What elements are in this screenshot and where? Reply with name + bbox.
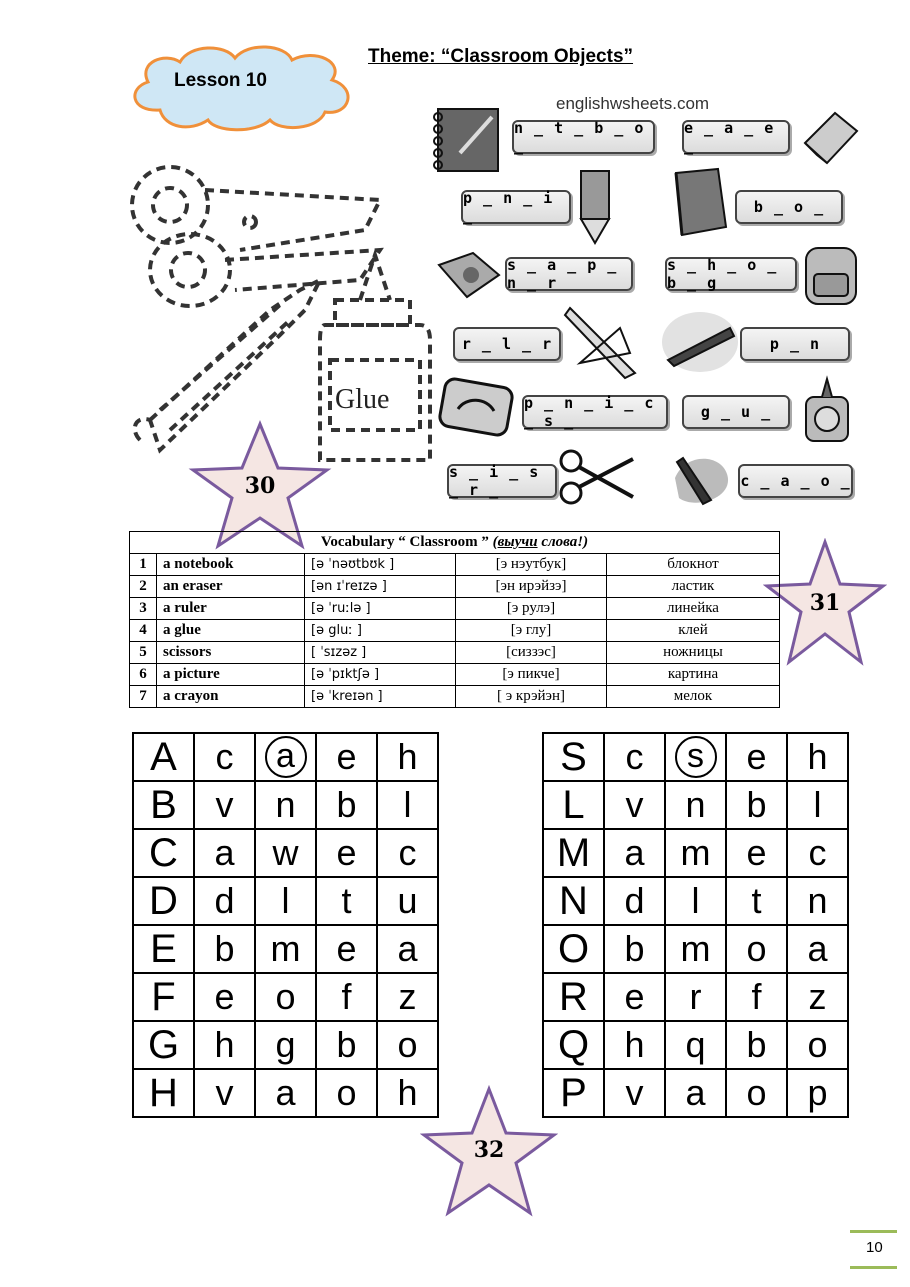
word-box-glue: g _ u _ [682,395,790,429]
letter: m [270,928,301,969]
letter: v [215,784,234,825]
page-number-rule-bottom [850,1266,897,1269]
grid-letter-cell[interactable] [377,973,438,1021]
grid-letter-cell[interactable] [604,829,665,877]
vocab-word: a crayon [157,686,305,708]
letter: n [807,880,828,921]
vocab-number: 3 [130,598,157,620]
grid-row [133,781,438,829]
letter: a [275,1072,296,1113]
letter: f [341,976,352,1017]
grid-letter-cell[interactable] [194,1069,255,1117]
grid-row [133,733,438,781]
letter: l [281,880,290,921]
grid-row [543,973,848,1021]
sharpener-picture [433,245,505,305]
vocab-cyrillic-reading: [э глу] [456,620,607,642]
grid-row [133,877,438,925]
star-number-32: 32 [473,1137,505,1163]
grid-letter-cell[interactable] [604,733,665,781]
letter: e [336,928,357,969]
vocab-translation: ластик [607,576,780,598]
star-number-31: 31 [809,590,841,616]
grid-letter-cell[interactable] [316,733,377,781]
letter: t [341,880,352,921]
letter: c [215,736,234,777]
grid-letter-cell[interactable] [665,877,726,925]
vocab-word: scissors [157,642,305,664]
letter: B [150,783,177,827]
letter: q [685,1024,706,1065]
vocab-number: 6 [130,664,157,686]
grid-row [543,1021,848,1069]
grid-letter-cell[interactable] [377,925,438,973]
grid-row [543,877,848,925]
letter: a [807,928,828,969]
vocab-word: a glue [157,620,305,642]
letter: a [624,832,645,873]
grid-letter-cell[interactable] [255,925,316,973]
letter: n [685,784,706,825]
grid-letter-cell[interactable] [194,781,255,829]
grid-row [543,925,848,973]
letter: e [624,976,645,1017]
vocab-row [130,598,780,620]
letter: t [751,880,762,921]
grid-target-letter [543,1021,604,1069]
schoolbag-picture [798,240,866,310]
letter: F [151,975,176,1019]
pencil-picture [575,165,615,245]
vocabulary-table [129,531,780,708]
vocab-word: a ruler [157,598,305,620]
letter: C [149,831,178,875]
word-box-eraser: e _ a _ e _ [682,120,790,154]
grid-target-letter [133,1021,194,1069]
vocab-word: a notebook [157,554,305,576]
vocab-transcription: [ə ˈruːlə ] [305,598,456,620]
grid-letter-cell[interactable] [316,829,377,877]
grid-letter-cell[interactable] [255,973,316,1021]
letter: e [336,832,357,873]
grid-letter-cell[interactable] [665,925,726,973]
grid-letter-cell[interactable] [726,829,787,877]
website: englishwsheets.com [556,94,710,113]
word-box-schoolbag: s _ h _ o _ b _ g [665,257,797,291]
letter: c [398,832,417,873]
grid-row [543,829,848,877]
letter: p [807,1072,828,1113]
grid-letter-cell[interactable] [316,1069,377,1117]
grid-row [543,1069,848,1117]
vocab-transcription: [ə ˈpɪktʃə ] [305,664,456,686]
grid-letter-cell[interactable] [787,733,848,781]
letter: S [560,735,587,779]
grid-letter-cell[interactable] [255,781,316,829]
letter-grid-left [132,732,439,1118]
letter: o [807,1024,828,1065]
scissors-picture [555,447,637,509]
letter-grid-right [542,732,849,1118]
vocab-number: 4 [130,620,157,642]
vocab-translation: ножницы [607,642,780,664]
letter: Q [557,1023,590,1067]
vocab-cyrillic-reading: [э рулэ] [456,598,607,620]
letter: h [397,1072,418,1113]
word-box-pencil-case: p _ n _ i _ c _ s _ [522,395,668,429]
letter: b [336,784,357,825]
ruler-picture [560,303,640,383]
letter: h [397,736,418,777]
vocab-row [130,554,780,576]
grid-letter-cell[interactable] [604,973,665,1021]
vocab-translation: картина [607,664,780,686]
letter: A [150,735,177,779]
letter: R [559,975,588,1019]
vocab-row [130,686,780,708]
grid-row [543,781,848,829]
grid-letter-cell[interactable] [665,1021,726,1069]
letter: E [150,927,177,971]
vocab-number: 2 [130,576,157,598]
grid-letter-cell[interactable] [377,1021,438,1069]
letter: g [275,1024,296,1065]
vocab-translation: блокнот [607,554,780,576]
grid-target-letter [543,925,604,973]
letter: N [559,879,588,923]
letter: m [680,928,711,969]
grid-letter-cell[interactable] [726,1069,787,1117]
grid-letter-cell[interactable] [194,733,255,781]
notebook-picture [430,103,510,175]
grid-letter-cell[interactable] [726,781,787,829]
grid-letter-cell[interactable] [255,877,316,925]
vocab-number: 7 [130,686,157,708]
grid-letter-cell[interactable] [787,1021,848,1069]
vocab-number: 5 [130,642,157,664]
vocab-transcription: [ə ˈnəʊtbʊk ] [305,554,456,576]
vocab-transcription: [ ˈsɪzəz ] [305,642,456,664]
letter: a [685,1072,706,1113]
letter: O [557,927,590,971]
vocab-row [130,642,780,664]
vocab-word: an eraser [157,576,305,598]
letter: c [808,832,827,873]
word-box-notebook: n _ t _ b _ o _ [512,120,655,154]
lesson-label: Lesson 10 [174,70,267,91]
word-box-pencil: p _ n _ i _ [461,190,571,224]
vocab-row [130,576,780,598]
letter: l [813,784,822,825]
letter: r [689,976,702,1017]
letter: b [214,928,235,969]
vocab-row [130,620,780,642]
grid-letter-cell[interactable] [665,733,726,781]
letter: w [272,832,299,873]
letter: b [624,928,645,969]
letter: v [215,1072,234,1113]
word-box-ruler: r _ l _ r [453,327,561,361]
grid-target-letter [543,733,604,781]
grid-letter-cell[interactable] [377,877,438,925]
vocabulary-header: Vocabulary “ Classroom ” (выучи слова!) [130,532,780,554]
letter: b [336,1024,357,1065]
grid-letter-cell[interactable] [194,877,255,925]
grid-letter-cell[interactable] [604,925,665,973]
pen-picture [660,310,740,375]
letter: e [214,976,235,1017]
grid-letter-cell[interactable] [726,877,787,925]
grid-letter-cell[interactable] [377,1069,438,1117]
word-box-crayon: c _ a _ o _ [738,464,853,498]
grid-letter-cell[interactable] [604,877,665,925]
circled-letter: a [265,736,307,778]
grid-row [543,733,848,781]
grid-letter-cell[interactable] [316,973,377,1021]
page-number: 10 [866,1239,883,1256]
grid-letter-cell[interactable] [787,877,848,925]
vocab-transcription: [ə ˈkreɪən ] [305,686,456,708]
letter: H [149,1071,178,1115]
letter: v [625,784,644,825]
letter: o [746,1072,767,1113]
grid-letter-cell[interactable] [194,973,255,1021]
letter: P [560,1071,587,1115]
star-number-30: 30 [244,473,276,499]
grid-target-letter [133,1069,194,1117]
grid-letter-cell[interactable] [316,925,377,973]
letter: o [397,1024,418,1065]
letter: o [336,1072,357,1113]
grid-letter-cell[interactable] [377,829,438,877]
grid-letter-cell[interactable] [255,1021,316,1069]
letter: f [751,976,762,1017]
grid-letter-cell[interactable] [377,733,438,781]
grid-letter-cell[interactable] [665,781,726,829]
glue-picture [792,375,862,445]
grid-letter-cell[interactable] [665,973,726,1021]
grid-letter-cell[interactable] [726,973,787,1021]
letter: e [746,832,767,873]
letter: h [214,1024,235,1065]
grid-row [133,1021,438,1069]
grid-target-letter [543,781,604,829]
letter: e [336,736,357,777]
vocab-cyrillic-reading: [сиззэс] [456,642,607,664]
grid-letter-cell[interactable] [255,829,316,877]
grid-letter-cell[interactable] [787,973,848,1021]
vocab-cyrillic-reading: [ э крэйэн] [456,686,607,708]
letter: m [680,832,711,873]
letter: v [625,1072,644,1113]
letter: b [746,1024,767,1065]
glue-label: Glue [335,384,390,415]
grid-letter-cell[interactable] [316,781,377,829]
letter: o [275,976,296,1017]
grid-row [133,1069,438,1117]
circled-letter: s [675,736,717,778]
vocab-transcription: [ən ɪˈreɪzə ] [305,576,456,598]
letter: a [214,832,235,873]
word-box-sharpener: s _ a _ p _ n _ r [505,257,633,291]
grid-letter-cell[interactable] [726,1021,787,1069]
vocab-word: a picture [157,664,305,686]
vocab-cyrillic-reading: [э нэутбук] [456,554,607,576]
grid-target-letter [543,973,604,1021]
grid-letter-cell[interactable] [665,1069,726,1117]
vocab-translation: клей [607,620,780,642]
letter: d [624,880,645,921]
grid-row [133,925,438,973]
word-box-pen: p _ n [740,327,850,361]
grid-letter-cell[interactable] [255,733,316,781]
grid-target-letter [133,829,194,877]
vocab-translation: мелок [607,686,780,708]
letter: z [808,976,827,1017]
vocab-cyrillic-reading: [э пикче] [456,664,607,686]
grid-letter-cell[interactable] [604,1069,665,1117]
letter: a [397,928,418,969]
grid-letter-cell[interactable] [194,925,255,973]
vocab-number: 1 [130,554,157,576]
grid-target-letter [133,877,194,925]
vocab-translation: линейка [607,598,780,620]
grid-letter-cell[interactable] [726,733,787,781]
grid-target-letter [133,973,194,1021]
grid-letter-cell[interactable] [194,829,255,877]
grid-target-letter [133,733,194,781]
vocab-cyrillic-reading: [эн ирэйзэ] [456,576,607,598]
letter: l [691,880,700,921]
letter: L [562,783,585,827]
letter: M [556,831,591,875]
letter: G [147,1023,180,1067]
grid-row [133,829,438,877]
grid-target-letter [543,1069,604,1117]
theme-title: Theme: “Classroom Objects” [368,46,634,67]
grid-letter-cell[interactable] [787,1069,848,1117]
grid-letter-cell[interactable] [194,1021,255,1069]
letter: u [397,880,418,921]
grid-target-letter [133,781,194,829]
grid-letter-cell[interactable] [255,1069,316,1117]
letter: n [275,784,296,825]
grid-letter-cell[interactable] [665,829,726,877]
vocab-transcription: [ə gluː ] [305,620,456,642]
grid-letter-cell[interactable] [787,829,848,877]
letter: h [807,736,828,777]
letter: l [403,784,412,825]
eraser-picture [795,103,865,173]
grid-target-letter [133,925,194,973]
word-box-book: b _ o _ [735,190,843,224]
page-number-rule [850,1230,897,1233]
grid-target-letter [543,829,604,877]
grid-letter-cell[interactable] [604,781,665,829]
word-box-scissors: s _ i _ s _ r _ [447,464,557,498]
grid-letter-cell[interactable] [316,877,377,925]
letter: b [746,784,767,825]
grid-letter-cell[interactable] [726,925,787,973]
grid-row [133,973,438,1021]
grid-letter-cell[interactable] [787,781,848,829]
letter: e [746,736,767,777]
vocab-row [130,664,780,686]
grid-target-letter [543,877,604,925]
grid-letter-cell[interactable] [604,1021,665,1069]
grid-letter-cell[interactable] [377,781,438,829]
letter: D [149,879,178,923]
letter: c [625,736,644,777]
letter: o [746,928,767,969]
pencil-case-picture [436,375,518,440]
letter: h [624,1024,645,1065]
letter: d [214,880,235,921]
crayon-picture [665,448,735,510]
grid-letter-cell[interactable] [787,925,848,973]
letter: z [398,976,417,1017]
grid-letter-cell[interactable] [316,1021,377,1069]
book-picture [668,165,733,240]
